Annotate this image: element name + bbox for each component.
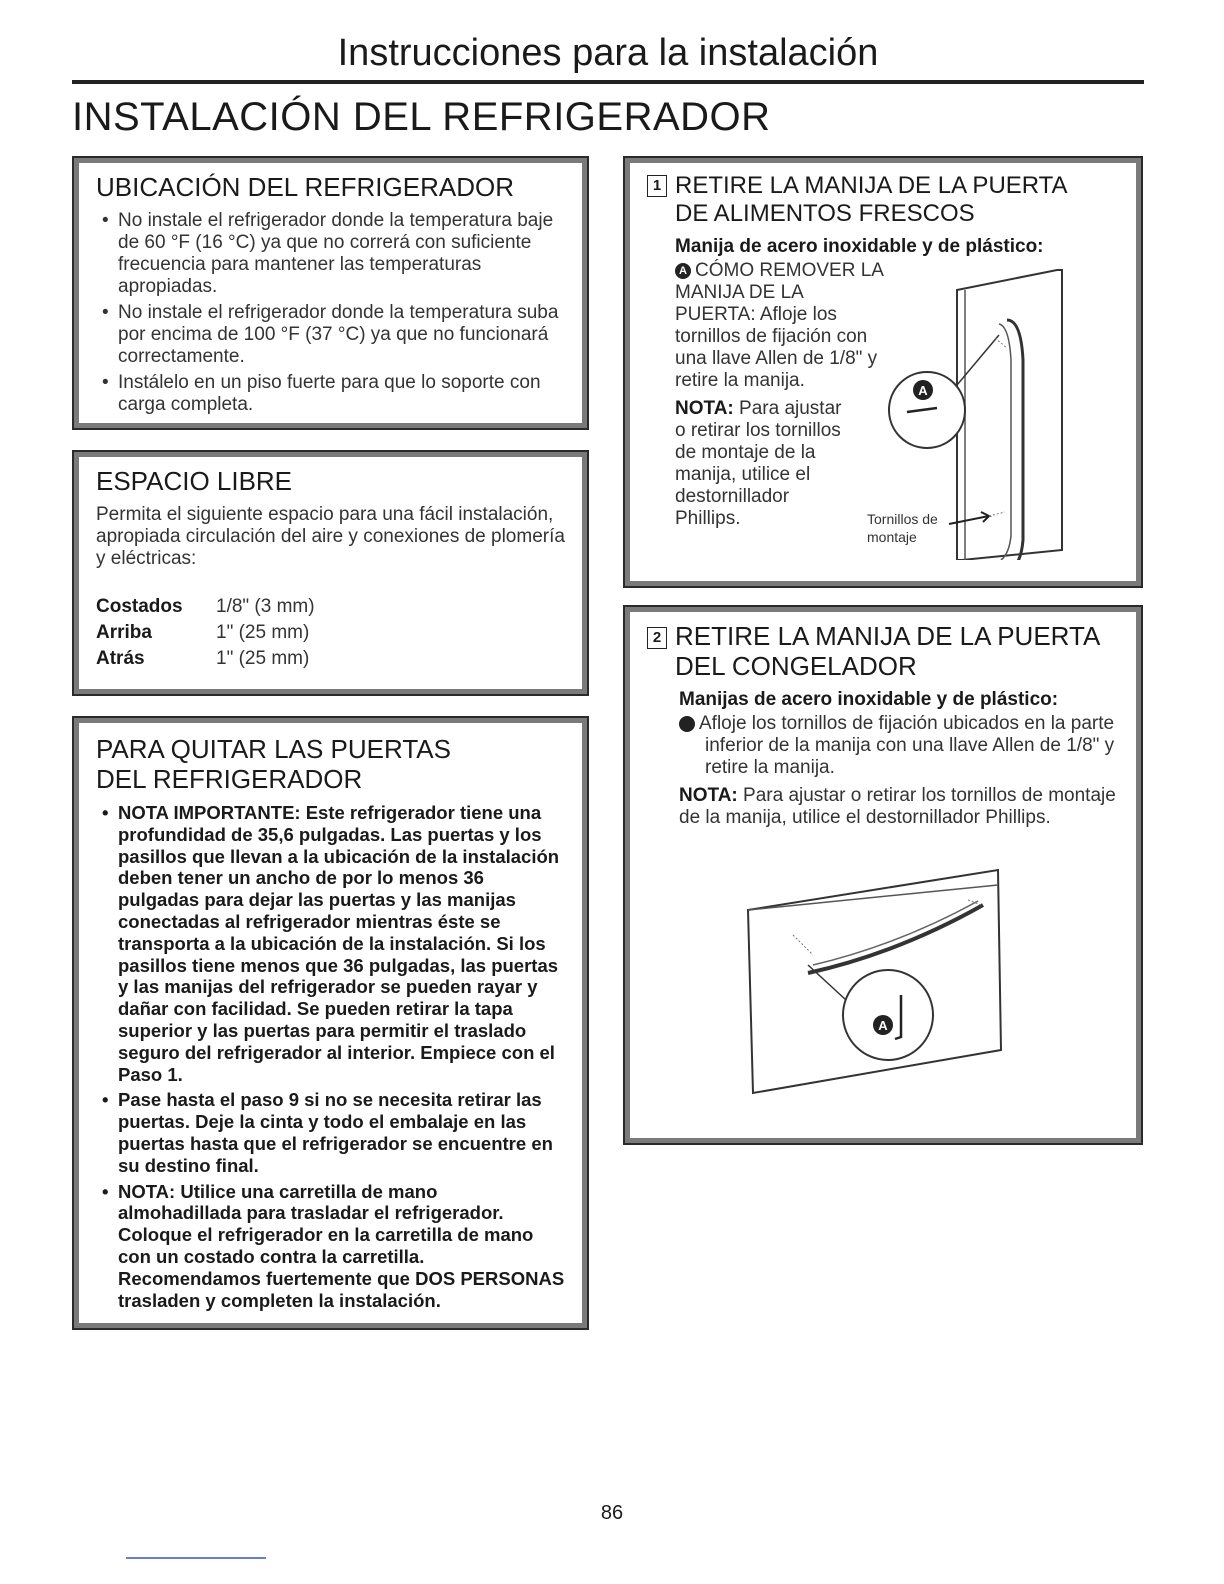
step2-badge: A	[679, 716, 695, 732]
step2-instruction-para	[647, 713, 1119, 779]
step1-heading-line2: DE ALIMENTOS FRESCOS	[675, 200, 975, 227]
section-title: INSTALACIÓN DEL REFRIGERADOR	[72, 95, 771, 139]
step1-heading	[647, 172, 1119, 200]
clearance-label: Atrás	[96, 648, 145, 669]
step1-instruction: CÓMO REMOVER LA MANIJA DE LA PUERTA: Afloje los tornillos de fijación con una llave Allen de 1/8" y retire la manija.	[675, 260, 883, 391]
bottom-rule	[126, 1557, 266, 1559]
door-outline	[957, 270, 1062, 560]
doors-bullets	[96, 802, 565, 1311]
location-bullets	[96, 210, 565, 416]
step1-number: 1	[647, 175, 667, 197]
dotted-guide	[995, 338, 1007, 348]
location-box	[72, 156, 589, 430]
step2-note-label: NOTA:	[679, 785, 738, 806]
step2-note-text: Para ajustar o retirar los tornillos de montaje de la manija, utilice el destornillador Phillips.	[679, 785, 1116, 828]
step1-subhead: Manija de acero inoxidable y de plástico:	[675, 236, 1044, 257]
step1-heading-line1: RETIRE LA MANIJA DE LA PUERTA	[675, 172, 1068, 199]
clearance-label: Arriba	[96, 622, 152, 643]
step1-instruction-para	[647, 260, 885, 392]
clearance-heading: ESPACIO LIBRE	[96, 466, 293, 496]
list-item: • NOTA IMPORTANTE: Este refrigerador tiene una profundidad de 35,6 pulgadas. Las puertas y los pasillos que llevan a la ubicación de la instalación deben tener un ancho de por lo menos 36 pulgadas para dejar las puertas y las manijas conectadas al refrigerador mientras éste se transporta a la ubicación de la instalación. Si los pasillos tiene menos que 36 pulgadas, las puertas y las manijas del refrigerador se pueden rayar y dañar con facilidad. Se pueden retirar la tapa superior y las puertas para permitir el traslado seguro del refrigerador al interior. Empiece con el Paso 1.	[96, 802, 565, 1085]
zoom-circle	[843, 970, 933, 1060]
list-item: • No instale el refrigerador donde la temperatura suba por encima de 100 °F (37 °C) ya que no funcionará correctamente.	[96, 302, 565, 368]
clearance-table	[96, 594, 565, 672]
step2-heading-line2: DEL CONGELADOR	[675, 651, 917, 681]
step1-note	[647, 398, 855, 530]
step1-badge: A	[675, 263, 691, 279]
clearance-value: 1" (25 mm)	[216, 622, 310, 643]
clearance-label: Costados	[96, 596, 183, 617]
table-row	[96, 620, 565, 646]
handle-inner	[813, 901, 978, 965]
step1-box	[623, 156, 1143, 588]
doors-heading-line2: DEL REFRIGERADOR	[96, 764, 363, 794]
screw-arrow-icon	[949, 512, 989, 524]
handle	[1007, 320, 1023, 560]
doors-heading-line1: PARA QUITAR LAS PUERTAS	[96, 734, 451, 764]
clearance-value: 1/8" (3 mm)	[216, 596, 315, 617]
screw-label-line2: montaje	[867, 529, 917, 545]
freezer-handle-figure	[743, 865, 1023, 1095]
screw-label-line1: Tornillos de	[867, 511, 938, 527]
step2-heading-line1: RETIRE LA MANIJA DE LA PUERTA	[675, 621, 1101, 651]
step2-number: 2	[647, 627, 667, 649]
list-item: • Pase hasta el paso 9 si no se necesita retirar las puertas. Deje la cinta y todo el embalaje en las puertas hasta que el refrigerador se encuentre en su destino final.	[96, 1089, 565, 1176]
clearance-box	[72, 450, 589, 696]
page-header	[72, 30, 1144, 84]
page-header-title: Instrucciones para la instalación	[337, 32, 879, 74]
step2-note	[647, 785, 1119, 829]
step2-instruction: Afloje los tornillos de fijación ubicados en la parte inferior de la manija con una llave Allen de 1/8" y retire la manija.	[699, 713, 1115, 778]
page-number: 86	[600, 1502, 624, 1524]
step1-note-text: Para ajustar o retirar los tornillos de montaje de la manija, utilice el destornillador Phillips.	[675, 398, 842, 529]
clearance-intro: Permita el siguiente espacio para una fácil instalación, apropiada circulación del aire y conexiones de plomería y eléctricas:	[96, 504, 565, 569]
clearance-value: 1" (25 mm)	[216, 648, 310, 669]
a-marker-glyph: A	[878, 1018, 888, 1033]
list-item: • No instale el refrigerador donde la temperatura baje de 60 °F (16 °C) ya que no correrá con suficiente frecuencia para mantener las temperaturas apropiadas.	[96, 210, 565, 298]
handle-inner	[999, 324, 1011, 560]
a-marker-glyph: A	[918, 383, 928, 398]
table-row	[96, 594, 565, 620]
dotted-guide	[989, 512, 1005, 516]
zoom-leader	[957, 335, 999, 385]
table-row	[96, 646, 565, 672]
doors-box	[72, 716, 589, 1330]
location-heading: UBICACIÓN DEL REFRIGERADOR	[96, 172, 514, 202]
screw-label	[867, 510, 938, 546]
step2-subhead: Manijas de acero inoxidable y de plástico:	[679, 689, 1059, 710]
list-item: • Instálelo en un piso fuerte para que lo soporte con carga completa.	[96, 372, 565, 416]
step2-heading	[647, 621, 1119, 651]
step2-box	[623, 605, 1143, 1145]
step1-note-label: NOTA:	[675, 398, 734, 419]
list-item: • NOTA: Utilice una carretilla de mano almohadillada para trasladar el refrigerador. Coloque el refrigerador en la carretilla de mano con un costado contra la carretilla. Recomendamos fuertemente que DOS PERSONAS trasladen y completen la instalación.	[96, 1181, 565, 1312]
dotted-guide	[793, 935, 813, 955]
drawer-edge	[748, 885, 998, 910]
